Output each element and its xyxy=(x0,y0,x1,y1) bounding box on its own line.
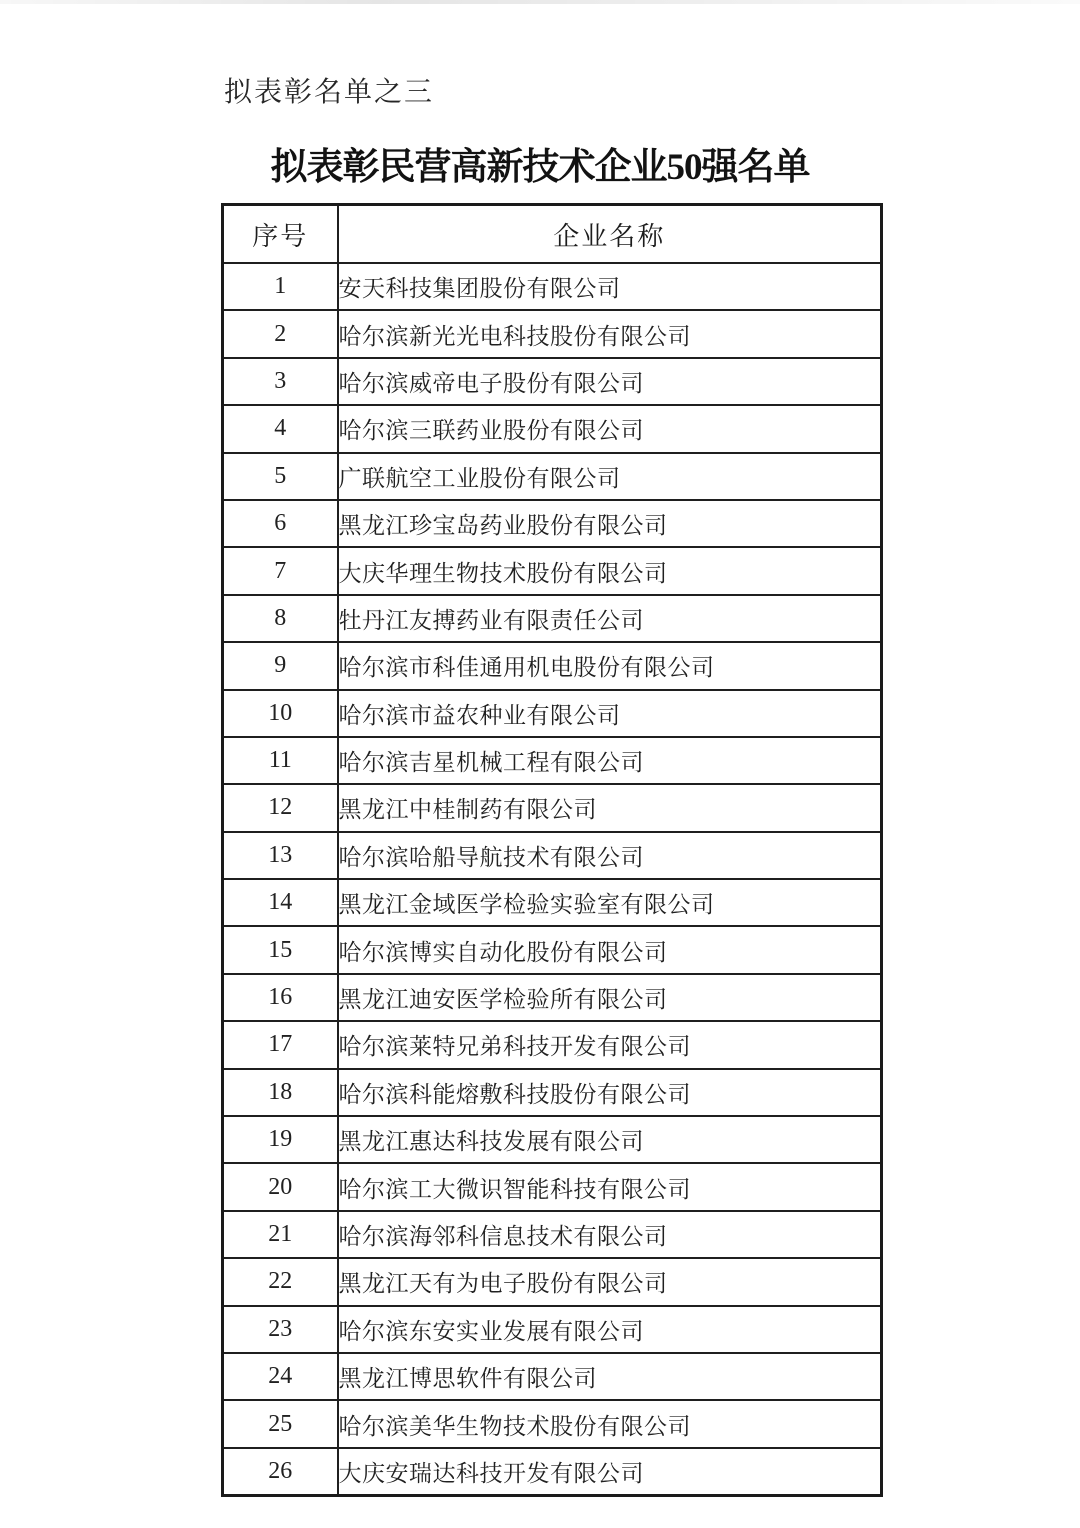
row-number: 26 xyxy=(223,1448,338,1496)
header-row xyxy=(223,205,882,264)
company-name: 哈尔滨哈船导航技术有限公司 xyxy=(338,832,882,879)
company-name: 黑龙江中桂制药有限公司 xyxy=(338,784,882,831)
document-note: 拟表彰名单之三 xyxy=(224,76,435,107)
table-row xyxy=(223,1069,882,1116)
row-number: 17 xyxy=(223,1021,338,1068)
row-number: 5 xyxy=(223,453,338,500)
company-name: 哈尔滨博实自动化股份有限公司 xyxy=(338,926,882,973)
company-name: 哈尔滨东安实业发展有限公司 xyxy=(338,1306,882,1353)
company-name: 哈尔滨科能熔敷科技股份有限公司 xyxy=(338,1069,882,1116)
table-row xyxy=(223,310,882,357)
table-row xyxy=(223,405,882,452)
row-number: 18 xyxy=(223,1069,338,1116)
row-number: 1 xyxy=(223,263,338,310)
company-name: 黑龙江迪安医学检验所有限公司 xyxy=(338,974,882,1021)
row-number: 3 xyxy=(223,358,338,405)
row-number: 24 xyxy=(223,1353,338,1400)
company-name: 广联航空工业股份有限公司 xyxy=(338,453,882,500)
row-number: 12 xyxy=(223,784,338,831)
company-name: 哈尔滨海邻科信息技术有限公司 xyxy=(338,1211,882,1258)
row-number: 16 xyxy=(223,974,338,1021)
col-header-company-name: 企业名称 xyxy=(338,205,882,264)
company-name: 牡丹江友搏药业有限责任公司 xyxy=(338,595,882,642)
table-row xyxy=(223,784,882,831)
table-row xyxy=(223,832,882,879)
row-number: 10 xyxy=(223,690,338,737)
col-header-index: 序号 xyxy=(223,205,338,264)
table-row xyxy=(223,547,882,594)
table-body xyxy=(223,263,882,1496)
table-row xyxy=(223,1116,882,1163)
table-row xyxy=(223,358,882,405)
table-row xyxy=(223,690,882,737)
table-row xyxy=(223,263,882,310)
table-row xyxy=(223,926,882,973)
row-number: 22 xyxy=(223,1258,338,1305)
company-name: 黑龙江惠达科技发展有限公司 xyxy=(338,1116,882,1163)
row-number: 21 xyxy=(223,1211,338,1258)
table-row xyxy=(223,737,882,784)
company-name: 大庆安瑞达科技开发有限公司 xyxy=(338,1448,882,1496)
company-name: 黑龙江珍宝岛药业股份有限公司 xyxy=(338,500,882,547)
table-header xyxy=(223,205,882,264)
table-row xyxy=(223,1163,882,1210)
company-name: 哈尔滨市益农种业有限公司 xyxy=(338,690,882,737)
row-number: 11 xyxy=(223,737,338,784)
company-name: 哈尔滨莱特兄弟科技开发有限公司 xyxy=(338,1021,882,1068)
company-name: 黑龙江天有为电子股份有限公司 xyxy=(338,1258,882,1305)
row-number: 19 xyxy=(223,1116,338,1163)
company-name: 哈尔滨新光光电科技股份有限公司 xyxy=(338,310,882,357)
table-row xyxy=(223,974,882,1021)
table-row xyxy=(223,500,882,547)
company-name: 大庆华理生物技术股份有限公司 xyxy=(338,547,882,594)
row-number: 8 xyxy=(223,595,338,642)
company-name: 安天科技集团股份有限公司 xyxy=(338,263,882,310)
company-name: 哈尔滨吉星机械工程有限公司 xyxy=(338,737,882,784)
table-row xyxy=(223,1400,882,1447)
company-name: 黑龙江博思软件有限公司 xyxy=(338,1353,882,1400)
scan-edge-artifact xyxy=(0,0,1080,4)
row-number: 20 xyxy=(223,1163,338,1210)
table-row xyxy=(223,1211,882,1258)
company-name: 哈尔滨市科佳通用机电股份有限公司 xyxy=(338,642,882,689)
row-number: 6 xyxy=(223,500,338,547)
row-number: 7 xyxy=(223,547,338,594)
company-name: 哈尔滨三联药业股份有限公司 xyxy=(338,405,882,452)
table-row xyxy=(223,453,882,500)
table-row xyxy=(223,1448,882,1496)
row-number: 2 xyxy=(223,310,338,357)
company-roster-table xyxy=(221,203,883,1497)
company-name: 哈尔滨威帝电子股份有限公司 xyxy=(338,358,882,405)
table-row xyxy=(223,595,882,642)
company-name: 哈尔滨美华生物技术股份有限公司 xyxy=(338,1400,882,1447)
row-number: 14 xyxy=(223,879,338,926)
table-row xyxy=(223,879,882,926)
row-number: 9 xyxy=(223,642,338,689)
row-number: 25 xyxy=(223,1400,338,1447)
table-row xyxy=(223,1306,882,1353)
company-name: 哈尔滨工大微识智能科技有限公司 xyxy=(338,1163,882,1210)
row-number: 4 xyxy=(223,405,338,452)
table-row xyxy=(223,1021,882,1068)
row-number: 15 xyxy=(223,926,338,973)
company-name: 黑龙江金域医学检验实验室有限公司 xyxy=(338,879,882,926)
row-number: 23 xyxy=(223,1306,338,1353)
table-row xyxy=(223,1258,882,1305)
page-title: 拟表彰民营高新技术企业50强名单 xyxy=(270,147,810,188)
row-number: 13 xyxy=(223,832,338,879)
table-row xyxy=(223,642,882,689)
table-row xyxy=(223,1353,882,1400)
